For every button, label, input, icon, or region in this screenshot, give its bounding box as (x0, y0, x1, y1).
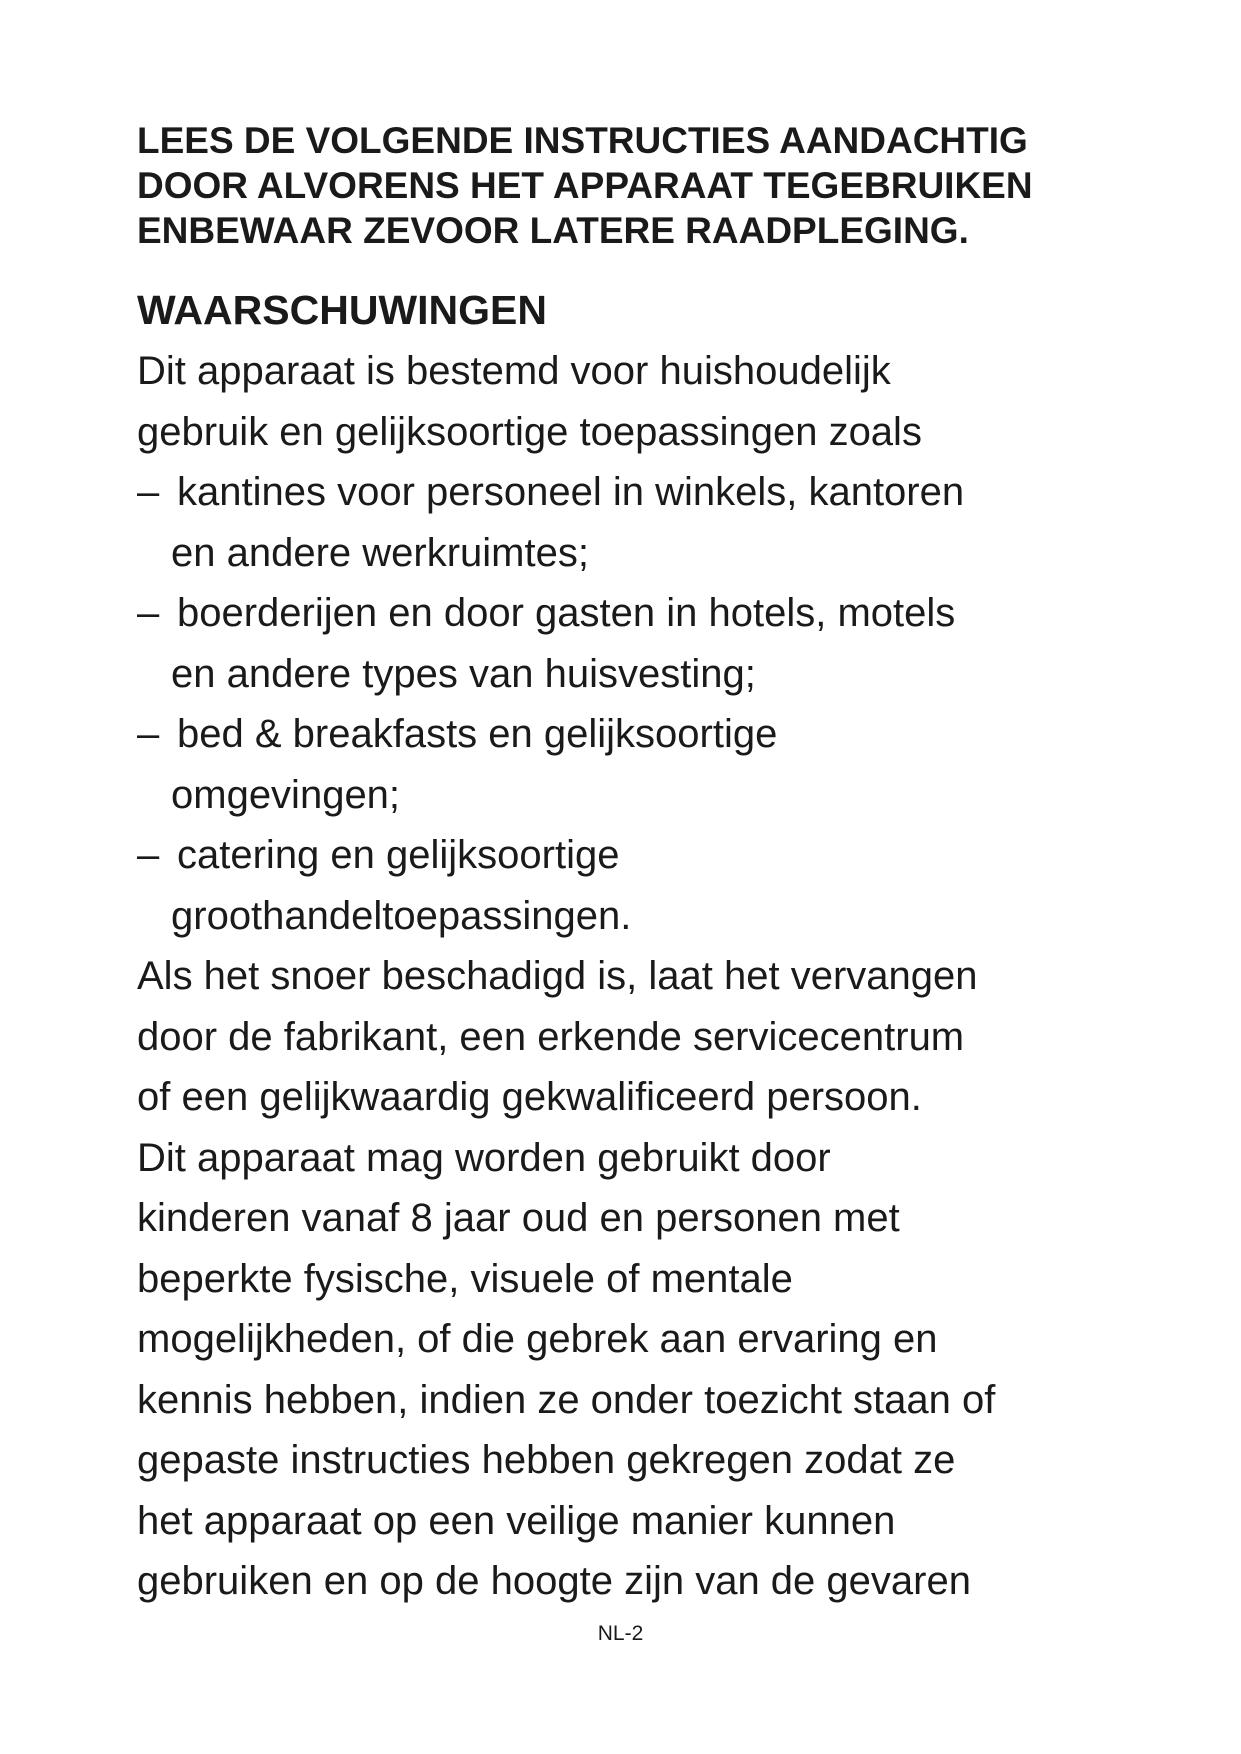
page-number: NL-2 (597, 1622, 644, 1645)
list-item-text: kantines voor personeel in winkels, kantoren (177, 470, 965, 514)
text-line: mogelijkheden, of die gebrek aan ervaring en (137, 1317, 938, 1361)
intro-line: ENBEWAAR ZEVOOR LATERE RAADPLEGING. (137, 210, 969, 251)
section-heading: WAARSCHUWINGEN (137, 287, 547, 333)
text-line: beperkte fysische, visuele of mentale (137, 1256, 793, 1301)
dash-bullet: – (137, 712, 160, 756)
list-item-text: bed & breakfasts en gelijksoortige (177, 712, 778, 756)
list-item-continuation: en andere werkruimtes; (171, 530, 589, 575)
intro-line: DOOR ALVORENS HET APPARAAT TEGEBRUIKEN (137, 165, 1033, 206)
text-line: Als het snoer beschadigd is, laat het vervangen (137, 954, 978, 998)
list-item (137, 583, 1137, 704)
page-content (137, 118, 1137, 1612)
text-line: gebruik en gelijksoortige toepassingen zoals (137, 409, 922, 454)
text-line: gepaste instructies hebben gekregen zodat ze (137, 1438, 956, 1482)
text-line: gebruiken en op de hoogte zijn van de gevaren (137, 1559, 971, 1603)
intro-line: LEES DE VOLGENDE INSTRUCTIES AANDACHTIG (137, 120, 1028, 161)
list-item-continuation: omgevingen; (171, 772, 401, 817)
text-line: door de fabrikant, een erkende servicecentrum (137, 1014, 965, 1059)
list-item-text: boerderijen en door gasten in hotels, motels (177, 591, 956, 635)
list-item (137, 825, 1137, 946)
dash-bullet: – (137, 591, 160, 635)
list-item-continuation: groothandeltoepassingen. (171, 893, 632, 938)
text-line: Dit apparaat is bestemd voor huishoudelijk (137, 349, 891, 393)
paragraph-children-safety (137, 1128, 1137, 1612)
list-item (137, 462, 1137, 583)
text-line: Dit apparaat mag worden gebruikt door (137, 1135, 831, 1180)
intro-notice (137, 118, 1137, 253)
usage-list (137, 462, 1137, 946)
dash-bullet: – (137, 470, 160, 514)
text-line: kinderen vanaf 8 jaar oud en personen met (137, 1196, 900, 1240)
dash-bullet: – (137, 833, 160, 877)
warnings-body (137, 341, 1137, 1612)
text-line: kennis hebben, indien ze onder toezicht staan of (137, 1377, 996, 1422)
paragraph-intended-use (137, 341, 1137, 462)
paragraph-power-cord (137, 946, 1137, 1128)
list-item-continuation: en andere types van huisvesting; (171, 651, 756, 696)
text-line: het apparaat op een veilige manier kunnen (137, 1498, 896, 1543)
list-item-text: catering en gelijksoortige (177, 833, 620, 877)
text-line: of een gelijkwaardig gekwalificeerd persoon. (137, 1075, 922, 1119)
list-item (137, 704, 1137, 825)
